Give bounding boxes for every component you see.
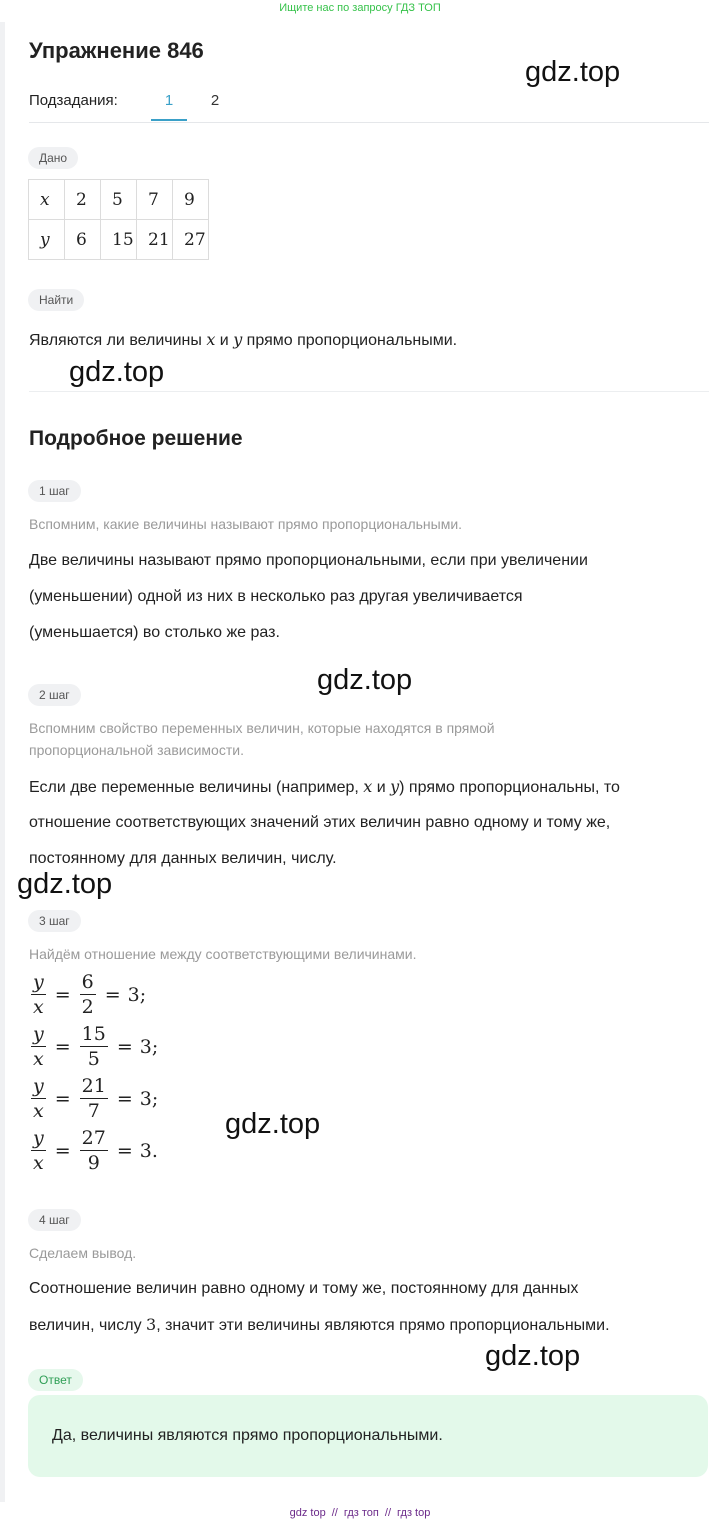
equation-end: ; <box>139 984 147 1006</box>
lhs-numerator: y <box>33 1022 44 1045</box>
find-text <box>29 322 457 359</box>
step-2-hint-line-2: пропорциональной зависимости. <box>29 742 244 758</box>
table-cell: 5 <box>101 180 137 220</box>
subtasks-bar <box>29 92 709 123</box>
equals-sign: = <box>54 1036 71 1058</box>
lhs-fraction <box>31 971 46 1020</box>
step-2-line-3: постоянному для данных величин, числу. <box>29 850 337 867</box>
subtasks-label: Подзадания: <box>29 92 118 109</box>
equals-sign: = <box>54 1140 71 1162</box>
step-4-number: 3 <box>146 1315 157 1334</box>
value-numerator: 15 <box>81 1022 106 1045</box>
step-4-line-1: Соотношение величин равно одному и тому же, постоянному для данных <box>29 1280 579 1297</box>
lhs-numerator: y <box>33 1126 44 1149</box>
find-var-x: x <box>206 330 216 349</box>
table-cell: 6 <box>65 220 101 260</box>
table-cell: y <box>29 220 65 260</box>
step-1-line-3: (уменьшается) во столько же раз. <box>29 624 280 641</box>
answer-tag: Ответ <box>28 1369 83 1391</box>
step-1-hint: Вспомним, какие величины называют прямо пропорциональными. <box>29 516 463 532</box>
subtask-tab-1[interactable]: 1 <box>151 92 187 121</box>
ratio-result: 3 <box>139 1036 152 1058</box>
find-var-y: y <box>233 330 243 349</box>
watermark: gdz.top <box>525 56 621 88</box>
equals-sign: = <box>116 1088 133 1110</box>
table-cell: 7 <box>137 180 173 220</box>
lhs-numerator: y <box>33 970 44 993</box>
value-denominator: 9 <box>87 1151 100 1174</box>
answer-box <box>28 1395 708 1477</box>
lhs-denominator: x <box>33 995 44 1018</box>
footer-link-gdz-top-ru[interactable]: гдз топ <box>343 1507 379 1519</box>
answer-text: Да, величины являются прямо пропорциональными. <box>52 1427 443 1444</box>
table-row <box>29 180 209 220</box>
watermark: gdz.top <box>225 1108 321 1140</box>
step-3-hint: Найдём отношение между соответствующими величинами. <box>29 946 417 962</box>
equals-sign: = <box>54 1088 71 1110</box>
footer-link-gdz-top-mixed[interactable]: гдз top <box>397 1507 431 1519</box>
step-4-line-2 <box>29 1307 610 1344</box>
table-cell: 2 <box>65 180 101 220</box>
step-2-hint-line-1: Вспомним свойство переменных величин, которые находятся в прямой <box>29 720 495 736</box>
find-and: и <box>215 332 234 349</box>
table-cell: x <box>29 180 65 220</box>
step-1-line-1: Две величины называют прямо пропорциональными, если при увеличении <box>29 552 588 569</box>
step-4-hint: Сделаем вывод. <box>29 1245 137 1261</box>
footer-separator: // <box>384 1507 392 1519</box>
watermark: gdz.top <box>317 664 413 696</box>
value-numerator: 21 <box>81 1074 106 1097</box>
given-tag: Дано <box>28 147 78 169</box>
table-cell: 21 <box>137 220 173 260</box>
table-cell: 27 <box>173 220 209 260</box>
value-fraction <box>80 1075 108 1124</box>
section-divider <box>29 391 709 392</box>
step-2-var-y: y <box>390 777 400 796</box>
step-2-tag: 2 шаг <box>28 684 81 706</box>
step-2-and: и <box>372 779 391 796</box>
ratio-equation-2 <box>29 1021 158 1073</box>
equals-sign: = <box>116 1140 133 1162</box>
step-4-tag: 4 шаг <box>28 1209 81 1231</box>
value-fraction <box>80 1023 108 1072</box>
lhs-fraction <box>31 1075 46 1124</box>
step-3-tag: 3 шаг <box>28 910 81 932</box>
lhs-fraction <box>31 1127 46 1176</box>
footer-link-gdz-top[interactable]: gdz top <box>289 1507 326 1519</box>
find-text-before: Являются ли величины <box>29 332 207 349</box>
equals-sign: = <box>104 984 121 1006</box>
table-row <box>29 220 209 260</box>
step-2-line-1 <box>29 769 620 806</box>
footer-links <box>0 1507 720 1519</box>
ratio-equation-1 <box>29 969 146 1021</box>
watermark: gdz.top <box>485 1340 581 1372</box>
step-1-tag: 1 шаг <box>28 480 81 502</box>
table-cell: 15 <box>101 220 137 260</box>
table-cell: 9 <box>173 180 209 220</box>
lhs-denominator: x <box>33 1151 44 1174</box>
watermark: gdz.top <box>69 356 165 388</box>
find-tag: Найти <box>28 289 84 311</box>
ratio-equation-4 <box>29 1125 158 1177</box>
value-denominator: 5 <box>87 1047 100 1070</box>
step-2-line-1-after: ) прямо пропорциональны, то <box>399 779 620 796</box>
equals-sign: = <box>116 1036 133 1058</box>
value-numerator: 27 <box>81 1126 106 1149</box>
value-denominator: 7 <box>87 1099 100 1122</box>
step-2-var-x: x <box>363 777 373 796</box>
step-4-line-2-after: , значит эти величины являются прямо пропорциональными. <box>156 1317 610 1334</box>
lhs-numerator: y <box>33 1074 44 1097</box>
ratio-result: 3 <box>139 1088 152 1110</box>
find-text-after: прямо пропорциональными. <box>242 332 458 349</box>
step-2-line-1-before: Если две переменные величины (например, <box>29 779 364 796</box>
value-fraction <box>80 971 96 1020</box>
lhs-denominator: x <box>33 1099 44 1122</box>
subtask-tab-2[interactable]: 2 <box>210 92 220 109</box>
footer-separator: // <box>331 1507 338 1519</box>
value-numerator: 6 <box>81 970 94 993</box>
solution-title: Подробное решение <box>29 427 243 450</box>
equals-sign: = <box>54 984 71 1006</box>
page-title: Упражнение 846 <box>29 38 204 63</box>
given-table <box>28 179 209 260</box>
value-fraction <box>80 1127 108 1176</box>
equation-end: ; <box>151 1036 159 1058</box>
equation-end: . <box>151 1140 158 1162</box>
lhs-denominator: x <box>33 1047 44 1070</box>
step-2-line-2: отношение соответствующих значений этих величин равно одному и тому же, <box>29 814 611 831</box>
value-denominator: 2 <box>81 995 94 1018</box>
step-4-line-2-before: величин, числу <box>29 1317 147 1334</box>
lhs-fraction <box>31 1023 46 1072</box>
exercise-card <box>5 22 715 1502</box>
ratio-result: 3 <box>139 1140 152 1162</box>
equation-end: ; <box>151 1088 159 1110</box>
ratio-equation-3 <box>29 1073 158 1125</box>
top-banner[interactable]: Ищите нас по запросу ГДЗ ТОП <box>279 2 441 14</box>
step-1-line-2: (уменьшении) одной из них в несколько раз другая увеличивается <box>29 588 523 605</box>
ratio-result: 3 <box>127 984 140 1006</box>
watermark: gdz.top <box>17 868 113 900</box>
